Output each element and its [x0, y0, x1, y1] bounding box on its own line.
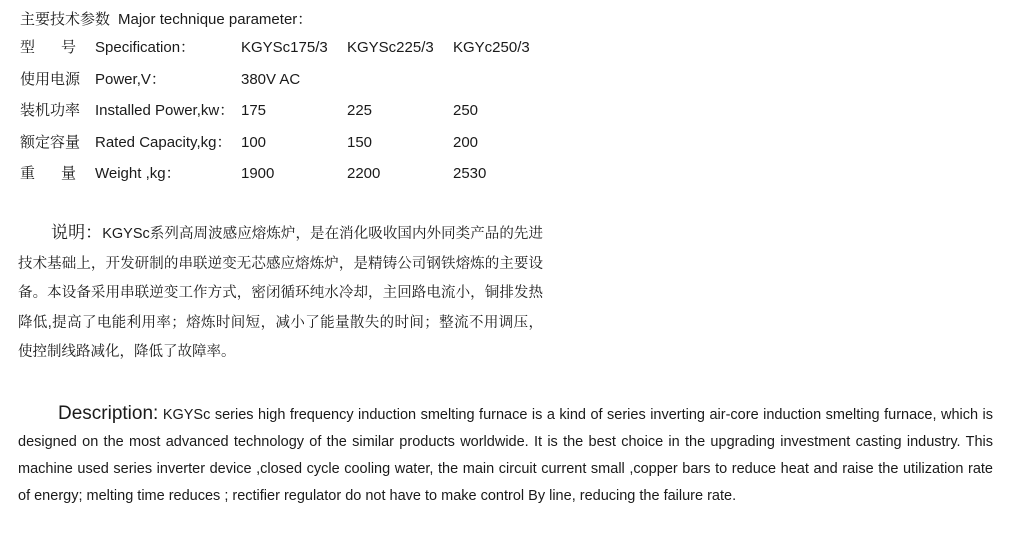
param-value: 225: [347, 102, 373, 119]
param-row-rated-capacity: [20, 127, 479, 159]
param-value: 175: [241, 102, 267, 119]
param-label-en: Specification：: [95, 39, 196, 56]
param-value: 200: [453, 133, 479, 151]
param-label-en: Weight ,kg：: [95, 165, 181, 182]
description-cn-lead: 说明：: [51, 223, 103, 242]
param-label-en: Installed Power,kw：: [95, 102, 235, 119]
parameter-table: [20, 8, 530, 190]
param-label-en: Power,V：: [95, 70, 166, 88]
param-label-cn: 额定容量: [20, 133, 81, 151]
param-value: 150: [347, 133, 373, 151]
description-en: [18, 400, 993, 510]
param-label-cn: 重量: [20, 165, 103, 182]
description-en-text: KGYSc series high frequency induction smelting furnace is a kind of series inverting air-core induction smelting furnace, which is designed on the most advanced technology of the similar products worldwide. It is the best choice in the upgrading investment casting industry. This machine used series inverter device ,closed cycle cooling water, the main circuit current small ,copper bars to reduce heat and raise the utilization rate of energy; melting time reduces ; rectifier regulator do not have to make control By line, reducing the failure rate.: [18, 407, 993, 504]
parameter-title: [20, 8, 312, 32]
param-label-en: Rated Capacity,kg：: [95, 133, 232, 151]
param-label-cn: 型号: [20, 39, 103, 56]
param-value: KGYSc175/3: [241, 39, 328, 56]
description-en-lead: Description:: [58, 403, 159, 424]
param-value: KGYSc225/3: [347, 39, 434, 56]
parameter-title-en: Major technique parameter：: [118, 11, 313, 28]
param-value: 1900: [241, 165, 275, 182]
param-value: KGYc250/3: [453, 39, 530, 56]
parameter-title-cn: 主要技术参数: [20, 11, 111, 28]
param-label-cn: 装机功率: [20, 102, 81, 119]
param-row-installed-power: [20, 95, 479, 127]
param-value: 2530: [453, 165, 487, 182]
description-cn-text: KGYSc系列高周波感应熔炼炉，是在消化吸收国内外同类产品的先进技术基础上，开发研制的串联逆变无芯感应熔炼炉，是精铸公司钢铁熔炼的主要设备。本设备采用串联逆变工作方式，密闭循环纯水冷却，主回路电流小，铜排发热降低,提高了电能利用率；熔炼时间短，减小了能量散失的时间；整流不用调压，使控制线路减化，降低了故障率。: [18, 226, 544, 360]
param-row-specification: [20, 32, 530, 64]
param-value: 2200: [347, 165, 381, 182]
param-value: 250: [453, 102, 479, 119]
param-row-power: [20, 64, 312, 96]
param-value: 100: [241, 133, 267, 151]
param-row-weight: [20, 158, 487, 190]
param-label-cn: 使用电源: [20, 70, 81, 88]
description-cn: [18, 218, 543, 368]
param-value: 380V AC: [241, 70, 301, 88]
